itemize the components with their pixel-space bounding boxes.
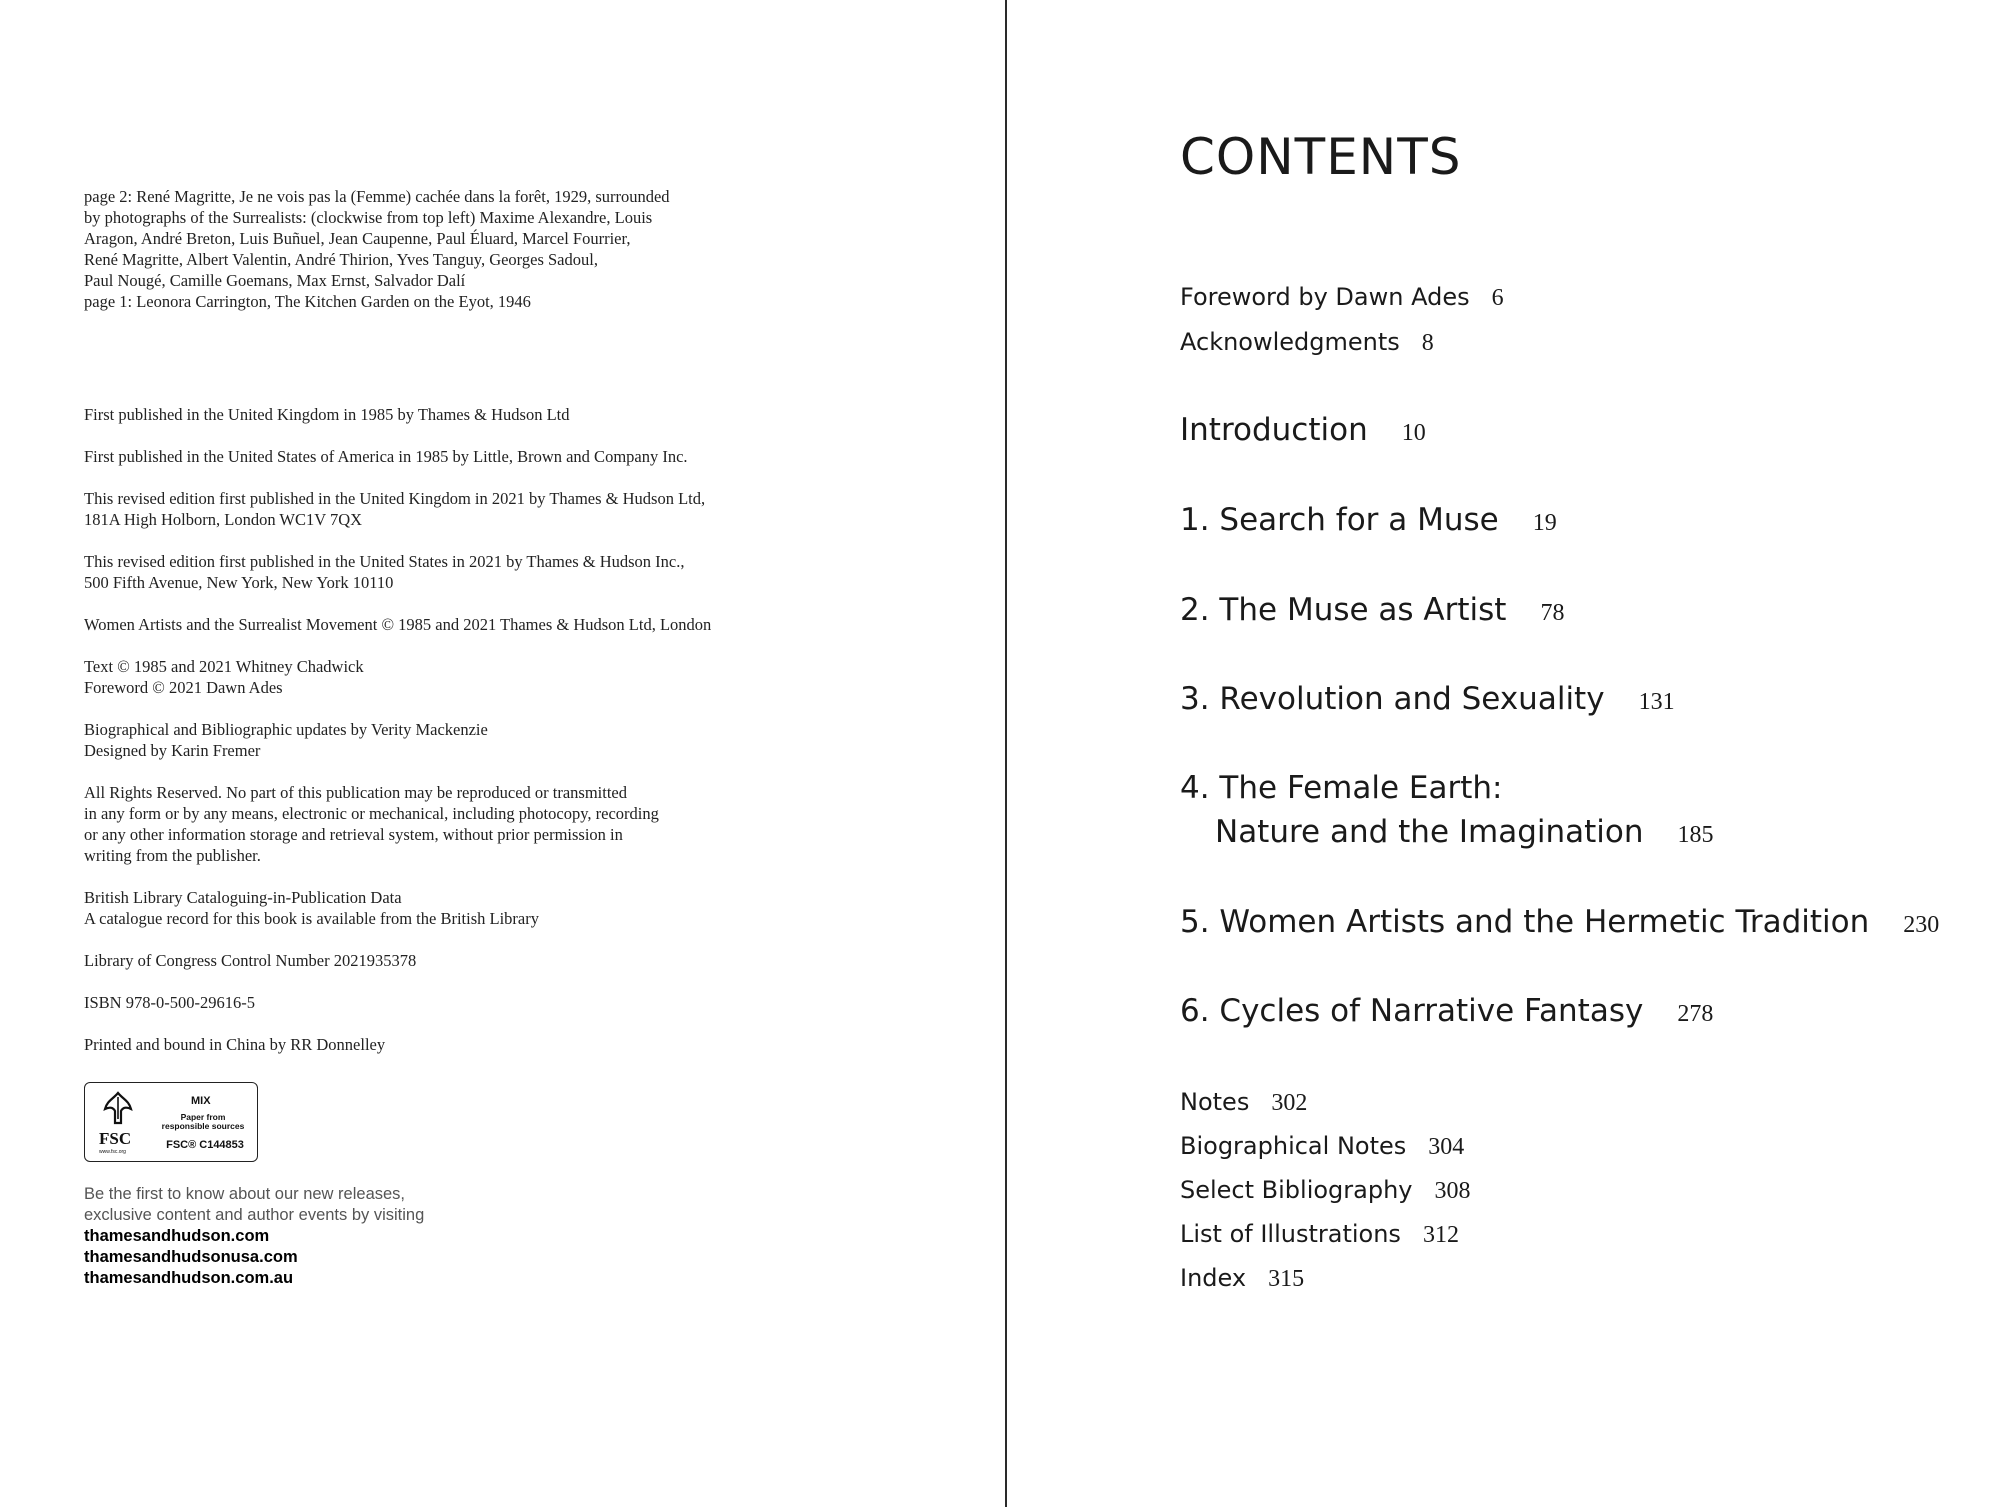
toc-entry-title: Acknowledgments (1180, 328, 1400, 356)
toc-entry-list-of-illustrations[interactable] (1180, 1220, 1459, 1249)
imprint-line: Text © 1985 and 2021 Whitney Chadwick (84, 657, 364, 676)
credit-line: page 2: René Magritte, Je ne vois pas la (Femme) cachée dans la forêt, 1929, surrounded (84, 187, 670, 206)
imprint-line: Library of Congress Control Number 2021935378 (84, 951, 417, 970)
toc-entry-introduction[interactable] (1180, 412, 1426, 448)
fsc-paper-line: responsible sources (161, 1121, 245, 1131)
toc-page-number: 10 (1401, 420, 1426, 446)
toc-entry-select-bibliography[interactable] (1180, 1176, 1471, 1205)
publisher-website-link[interactable]: thamesandhudson.com (84, 1227, 270, 1245)
toc-entry-biographical-notes[interactable] (1180, 1132, 1464, 1161)
toc-entry-chapter-5[interactable] (1180, 904, 1939, 940)
imprint-paragraph (84, 992, 804, 1013)
toc-entry-title: Foreword by Dawn Ades (1180, 283, 1470, 311)
toc-entry-acknowledgments[interactable] (1180, 328, 1434, 357)
toc-page-number: 302 (1271, 1090, 1308, 1116)
toc-entry-title: 2. The Muse as Artist (1180, 592, 1507, 628)
toc-page-number: 19 (1532, 510, 1557, 536)
imprint-paragraph (84, 488, 804, 530)
toc-page-number: 131 (1638, 689, 1675, 715)
imprint-paragraph (84, 551, 804, 593)
toc-entry-title: Index (1180, 1264, 1247, 1292)
promo-lead: exclusive content and author events by visiting (84, 1206, 425, 1224)
imprint-paragraph (84, 404, 804, 425)
imprint-paragraph (84, 656, 804, 698)
imprint-line: ISBN 978-0-500-29616-5 (84, 993, 255, 1012)
toc-entry-title: Select Bibliography (1180, 1176, 1413, 1204)
imprint-paragraph (84, 887, 804, 929)
imprint-line: Designed by Karin Fremer (84, 741, 261, 760)
fsc-code: FSC® C144853 (166, 1139, 244, 1151)
imprint-line: or any other information storage and retrieval system, without prior permission in (84, 825, 623, 844)
imprint-line: A catalogue record for this book is available from the British Library (84, 909, 539, 928)
imprint-line: in any form or by any means, electronic or mechanical, including photocopy, recording (84, 804, 659, 823)
toc-entry-title: 6. Cycles of Narrative Fantasy (1180, 993, 1644, 1029)
toc-page-number: 230 (1903, 912, 1940, 938)
fsc-url: www.fsc.org (99, 1149, 126, 1155)
imprint-line: Printed and bound in China by RR Donnelley (84, 1035, 386, 1054)
credit-line: Aragon, André Breton, Luis Buñuel, Jean Caupenne, Paul Éluard, Marcel Fourrier, (84, 229, 631, 248)
publisher-promo (84, 1184, 584, 1289)
imprint-line: 500 Fifth Avenue, New York, New York 10110 (84, 573, 394, 592)
toc-page-number: 312 (1422, 1222, 1459, 1248)
imprint-line: 181A High Holborn, London WC1V 7QX (84, 510, 363, 529)
toc-page-number: 6 (1491, 285, 1504, 311)
credit-line: René Magritte, Albert Valentin, André Thirion, Yves Tanguy, Georges Sadoul, (84, 250, 598, 269)
publisher-website-link[interactable]: thamesandhudson.com.au (84, 1269, 294, 1287)
toc-entry-subtitle-row (1180, 814, 1714, 850)
toc-entry-chapter-1[interactable] (1180, 502, 1557, 538)
toc-entry-chapter-4[interactable] (1180, 770, 1714, 850)
imprint-line: First published in the United Kingdom in 1985 by Thames & Hudson Ltd (84, 405, 570, 424)
toc-entry-title: 1. Search for a Muse (1180, 502, 1499, 538)
imprint-line: This revised edition first published in the United Kingdom in 2021 by Thames & Hudson Ltd, (84, 489, 706, 508)
toc-entry-title: 4. The Female Earth: (1180, 770, 1503, 806)
imprint-line: Biographical and Bibliographic updates by Verity Mackenzie (84, 720, 488, 739)
toc-entry-title: Notes (1180, 1088, 1250, 1116)
toc-page-number: 78 (1540, 600, 1565, 626)
toc-entry-subtitle: Nature and the Imagination (1215, 814, 1644, 850)
fsc-mix: MIX (191, 1095, 211, 1107)
toc-entry-chapter-6[interactable] (1180, 993, 1713, 1029)
toc-page-number: 315 (1268, 1266, 1305, 1292)
toc-entry-foreword[interactable] (1180, 283, 1504, 312)
copyright-imprint (84, 404, 804, 1055)
frontispiece-credits (84, 186, 804, 312)
credit-line: page 1: Leonora Carrington, The Kitchen Garden on the Eyot, 1946 (84, 292, 531, 311)
toc-entry-title: 5. Women Artists and the Hermetic Tradition (1180, 904, 1870, 940)
fsc-paper-text (151, 1113, 255, 1131)
credit-line: by photographs of the Surrealists: (clockwise from top left) Maxime Alexandre, Louis (84, 208, 653, 227)
imprint-paragraph (84, 446, 804, 467)
imprint-paragraph (84, 719, 804, 761)
toc-entry-title: Biographical Notes (1180, 1132, 1407, 1160)
toc-entry-title: List of Illustrations (1180, 1220, 1401, 1248)
toc-entry-title: Introduction (1180, 412, 1368, 448)
toc-entry-chapter-3[interactable] (1180, 681, 1675, 717)
imprint-line: This revised edition first published in the United States in 2021 by Thames & Hudson Inc., (84, 552, 685, 571)
toc-entry-chapter-2[interactable] (1180, 592, 1564, 628)
fsc-paper-line: Paper from (180, 1112, 226, 1122)
page-gutter-divider (1005, 0, 1007, 1507)
imprint-paragraph (84, 782, 804, 866)
imprint-line: All Rights Reserved. No part of this publication may be reproduced or transmitted (84, 783, 628, 802)
imprint-line: Women Artists and the Surrealist Movement © 1985 and 2021 Thames & Hudson Ltd, London (84, 615, 712, 634)
fsc-tree-icon (93, 1089, 143, 1129)
imprint-page (84, 186, 804, 1076)
fsc-label: FSC (99, 1129, 132, 1148)
toc-page-number: 185 (1677, 822, 1714, 848)
contents-heading: CONTENTS (1180, 128, 1462, 186)
credit-line: Paul Nougé, Camille Goemans, Max Ernst, Salvador Dalí (84, 271, 466, 290)
publisher-website-link[interactable]: thamesandhudsonusa.com (84, 1248, 298, 1266)
toc-page-number: 8 (1421, 330, 1434, 356)
imprint-paragraph (84, 1034, 804, 1055)
imprint-line: First published in the United States of America in 1985 by Little, Brown and Company Inc. (84, 447, 688, 466)
toc-page-number: 304 (1428, 1134, 1465, 1160)
toc-entry-index[interactable] (1180, 1264, 1304, 1293)
imprint-line: Foreword © 2021 Dawn Ades (84, 678, 283, 697)
toc-page-number: 278 (1677, 1001, 1714, 1027)
toc-page-number: 308 (1434, 1178, 1471, 1204)
imprint-paragraph (84, 950, 804, 971)
imprint-line: writing from the publisher. (84, 846, 261, 865)
imprint-paragraph (84, 614, 804, 635)
fsc-certification-logo (84, 1082, 258, 1162)
toc-entry-notes[interactable] (1180, 1088, 1307, 1117)
imprint-line: British Library Cataloguing-in-Publication Data (84, 888, 402, 907)
toc-entry-title: 3. Revolution and Sexuality (1180, 681, 1605, 717)
promo-lead: Be the first to know about our new releases, (84, 1185, 406, 1203)
